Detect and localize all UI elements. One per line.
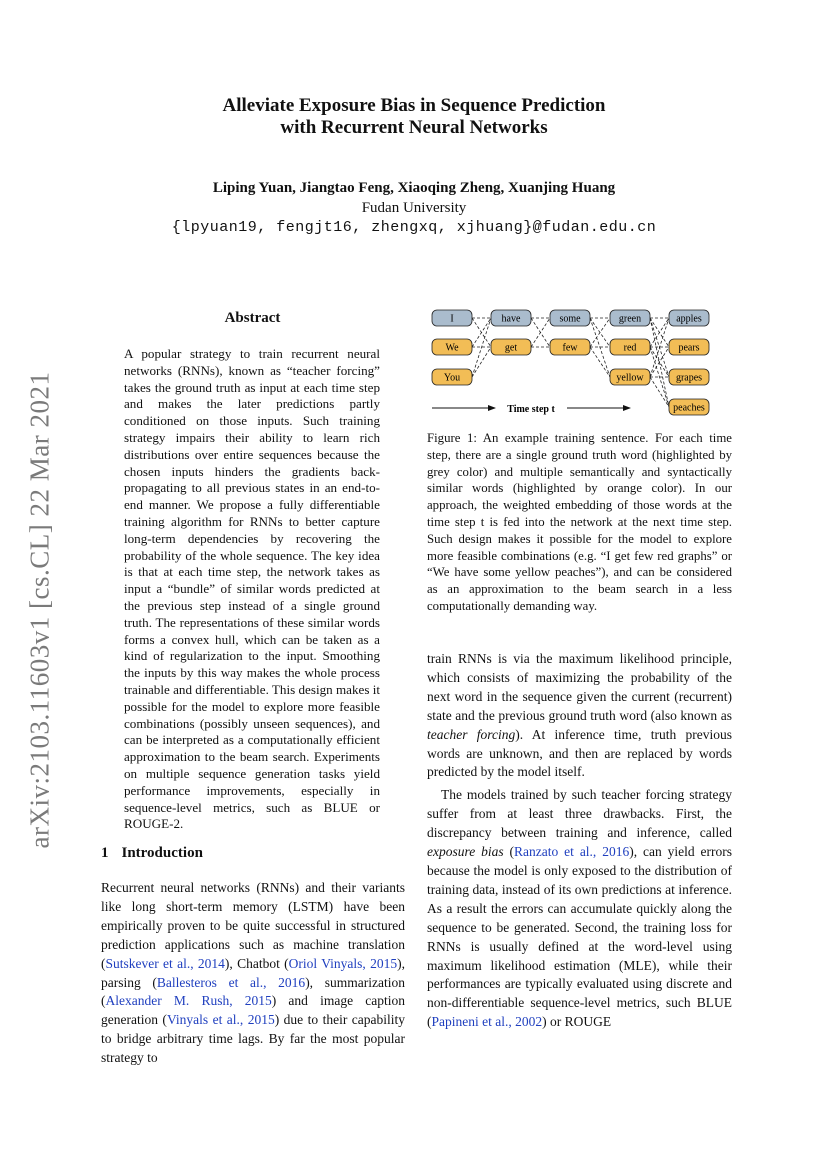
- lattice-edge: [472, 318, 491, 377]
- node-label: few: [562, 342, 578, 354]
- title-line-2: with Recurrent Neural Networks: [280, 117, 548, 138]
- intro-text: ) due to their capability to bridge arbitrary time lags. By far the most popular strategy to: [101, 1012, 406, 1066]
- citation-link[interactable]: Ballesteros et al., 2016: [156, 974, 306, 990]
- node-label: red: [623, 342, 637, 354]
- word-nodes: [432, 310, 709, 415]
- emphasis: teacher forcing: [427, 726, 516, 742]
- abstract-text: A popular strategy to train recurrent neural networks (RNNs), known as “teacher forcing” takes the ground truth as input at each time step and makes the later predictions partly conditioned on those inputs. Such training strategy impairs their ability to learn rich distributions over entire sequences because the chosen inputs hinders the gradients back-propagating to all previous states in an end-to-end manner. We propose a fully differentiable training algorithm for RNNs to better capture long-term dependencies by recovering the probability of the whole sequence. The key idea is that at each time step, the network takes as input a “bundle” of similar words predicted at the previous step instead of a single ground truth. The representations of these similar words forms a convex hull, which can be taken as a kind of regularization to the input. Smoothing the inputs by this way makes the whole process trainable and differentiable. This design makes it possible for the model to explore more feasible combinations (possibly unseen sequences), and can be interpreted as a computationally efficient approximation to the beam search. Experiments on multiple sequence generation tasks yield performance improvements, especially in sequence-level metrics, such as BLUE or ROUGE-2.: [124, 346, 380, 832]
- section-heading: [101, 845, 203, 862]
- node-label: apples: [676, 313, 702, 325]
- paper-title: [0, 95, 828, 139]
- time-axis-label: Time step t: [507, 404, 555, 415]
- emails: {lpyuan19, fengjt16, zhengxq, xjhuang}@fudan.edu.cn: [171, 219, 657, 236]
- lattice-edge: [472, 347, 491, 377]
- node-label: I: [450, 313, 454, 325]
- node-label: green: [618, 313, 642, 325]
- lattice-edge: [590, 318, 610, 377]
- section-number: 1: [101, 845, 109, 861]
- citation-link[interactable]: Ranzato et al., 2016: [514, 844, 630, 860]
- arxiv-stamp: [20, 360, 60, 860]
- paragraph: [427, 650, 732, 782]
- abstract-heading: Abstract: [224, 310, 281, 326]
- arxiv-stamp-text: arXiv:2103.11603v1 [cs.CL] 22 Mar 2021: [24, 371, 55, 849]
- node-label: We: [445, 342, 459, 354]
- node-label: get: [504, 342, 518, 354]
- intro-paragraph: [101, 879, 405, 1068]
- paragraph: [427, 786, 732, 1032]
- citation-link[interactable]: Sutskever et al., 2014: [105, 955, 225, 971]
- intro-text: ), Chatbot (: [224, 955, 289, 971]
- intro-text: ), summarization (: [101, 974, 405, 1009]
- intro-text: ), parsing (: [101, 955, 405, 990]
- node-label: grapes: [675, 372, 703, 384]
- citation-link[interactable]: Papineni et al., 2002: [431, 1014, 543, 1030]
- section-title: Introduction: [121, 845, 203, 861]
- citation-link[interactable]: Alexander M. Rush, 2015: [105, 993, 272, 1009]
- emphasis: exposure bias: [427, 844, 504, 860]
- citation-link[interactable]: Oriol Vinyals, 2015: [288, 955, 398, 971]
- lattice-edge: [590, 347, 610, 377]
- text: train RNNs is via the maximum likelihood principle, which consists of maximizing the probability of the next word in the sequence given the current (recurrent) state and the previous ground truth word (also known as: [427, 651, 732, 723]
- figure-1: [427, 303, 731, 425]
- right-column-text: [427, 650, 732, 1032]
- dashed-edges: [472, 318, 669, 407]
- text: ) or ROUGE: [542, 1014, 612, 1030]
- node-label: some: [559, 313, 581, 325]
- intro-text: ) and image caption generation (: [101, 993, 405, 1028]
- node-label: pears: [678, 342, 700, 354]
- text: (: [503, 844, 515, 860]
- title-line-1: Alleviate Exposure Bias in Sequence Prediction: [222, 95, 606, 116]
- figure-caption: Figure 1: An example training sentence. For each time step, there are a single ground truth word (highlighted by grey color) and multiple semantically and syntactically similar words (highlighted by orange color). In our approach, the weighted embedding of those words at the time step t is fed into the network at the next time step. Such design makes it possible for the model to explore more feasible combinations (e.g. “I get few red graphs” or “We have some yellow peaches”), and can be considered as an approximation to the beam search in a less computationally demanding way.: [427, 431, 732, 613]
- text: ), can yield errors because the model is only exposed to the distribution of training data, instead of its own predictions at inference. As a result the errors can accumulate quickly along the sequence to be generated. Second, the training loss for RNNs is usually defined at the word-level using maximum likelihood estimation (MLE), while their performances are typically evaluated using discrete and non-differentiable sequence-level metrics, such BLUE (: [427, 844, 732, 1030]
- affiliation: Fudan University: [361, 200, 467, 216]
- node-label: You: [443, 372, 461, 384]
- node-label: yellow: [616, 372, 644, 384]
- node-label: have: [501, 313, 521, 325]
- authors: Liping Yuan, Jiangtao Feng, Xiaoqing Zheng, Xuanjing Huang: [212, 180, 616, 196]
- word-lattice-diagram: [427, 303, 731, 425]
- text: The models trained by such teacher forcing strategy suffer from at least three drawbacks. First, the discrepancy between training and inference, called: [427, 787, 732, 841]
- text: ). At inference time, truth previous words are unknown, and then are replaced by words predicted by the model itself.: [427, 726, 732, 780]
- citation-link[interactable]: Vinyals et al., 2015: [166, 1012, 275, 1028]
- node-label: peaches: [673, 402, 705, 414]
- intro-text: Recurrent neural networks (RNNs) and their variants like long short-term memory (LSTM) have been empirically proven to be quite successful in structured prediction applications such as machine translation (: [101, 880, 405, 971]
